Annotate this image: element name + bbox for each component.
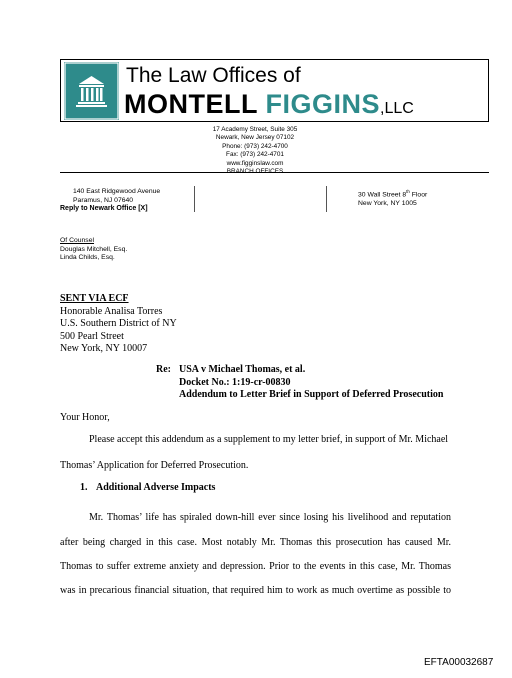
firm-title-line: The Law Offices of bbox=[126, 64, 301, 87]
firm-name-part1: MONTELL bbox=[124, 89, 258, 119]
document-id: EFTA00032687 bbox=[424, 657, 494, 668]
recipient-block bbox=[60, 293, 177, 356]
paragraph-line: Mr. Thomas’ life has spiraled down-hill ever since losing his livelihood and reputation bbox=[89, 512, 451, 523]
delivery-method: SENT VIA ECF bbox=[60, 293, 129, 304]
section-heading: Additional Adverse Impacts bbox=[96, 482, 216, 493]
document-subject: Addendum to Letter Brief in Support of Deferred Prosecution bbox=[179, 389, 444, 400]
firm-name bbox=[124, 89, 414, 120]
recipient-line: U.S. Southern District of NY bbox=[60, 318, 177, 329]
of-counsel bbox=[60, 237, 127, 263]
case-caption: USA v Michael Thomas, et al. bbox=[179, 364, 306, 375]
re-label: Re: bbox=[156, 364, 171, 375]
divider bbox=[194, 186, 195, 212]
paragraph-line: after being charged in this case. Most notably Mr. Thomas this prosecution has caused Mr. bbox=[60, 537, 451, 548]
branch-paramus bbox=[73, 188, 160, 205]
counsel-name: Douglas Mitchell, Esq. bbox=[60, 245, 128, 253]
salutation: Your Honor, bbox=[60, 412, 110, 423]
courthouse-logo-icon bbox=[64, 62, 119, 120]
recipient-line: Honorable Analisa Torres bbox=[60, 305, 163, 317]
intro-line: Thomas’ Application for Deferred Prosecution. bbox=[60, 460, 249, 471]
branch-address-line: 30 Wall Street 8 bbox=[358, 191, 407, 199]
section-number: 1. bbox=[80, 482, 88, 493]
counsel-name: Linda Childs, Esq. bbox=[60, 254, 115, 262]
paragraph-line: Thomas to suffer extreme anxiety and depression. Prior to the events in this case, Mr. Thomas bbox=[60, 561, 451, 572]
docket-number: Docket No.: 1:19-cr-00830 bbox=[179, 376, 291, 388]
fax-line: Fax: (973) 242-4701 bbox=[226, 151, 284, 159]
firm-name-suffix: ,LLC bbox=[380, 100, 414, 117]
branch-address-line: 140 East Ridgewood Avenue bbox=[73, 188, 161, 195]
reply-to-indicator: Reply to Newark Office [X] bbox=[60, 205, 148, 212]
firm-address bbox=[195, 126, 315, 176]
intro-line: Please accept this addendum as a supplement to my letter brief, in support of Mr. Michael bbox=[89, 434, 449, 445]
of-counsel-title: Of Counsel bbox=[60, 237, 95, 244]
branch-address-line: Floor bbox=[409, 191, 428, 199]
firm-name-part2: FIGGINS bbox=[265, 89, 381, 119]
ordinal-suffix: th bbox=[406, 189, 410, 194]
recipient-line: 500 Pearl Street bbox=[60, 330, 124, 342]
paragraph-line: was in precarious financial situation, that required him to work as much overtime as possible to bbox=[60, 585, 451, 596]
address-line: 17 Academy Street, Suite 305 bbox=[212, 126, 298, 133]
branch-new-york bbox=[358, 188, 427, 208]
website-line: www.figginslaw.com bbox=[226, 159, 284, 167]
re-block bbox=[179, 364, 443, 402]
address-line: Newark, New Jersey 07102 bbox=[215, 134, 295, 142]
phone-line: Phone: (973) 242-4700 bbox=[222, 142, 288, 150]
recipient-line: New York, NY 10007 bbox=[60, 343, 148, 354]
divider bbox=[326, 186, 327, 212]
branch-address-line: Paramus, NJ 07640 bbox=[73, 196, 134, 204]
divider bbox=[60, 172, 489, 173]
branch-address-line: New York, NY 1005 bbox=[358, 199, 417, 207]
